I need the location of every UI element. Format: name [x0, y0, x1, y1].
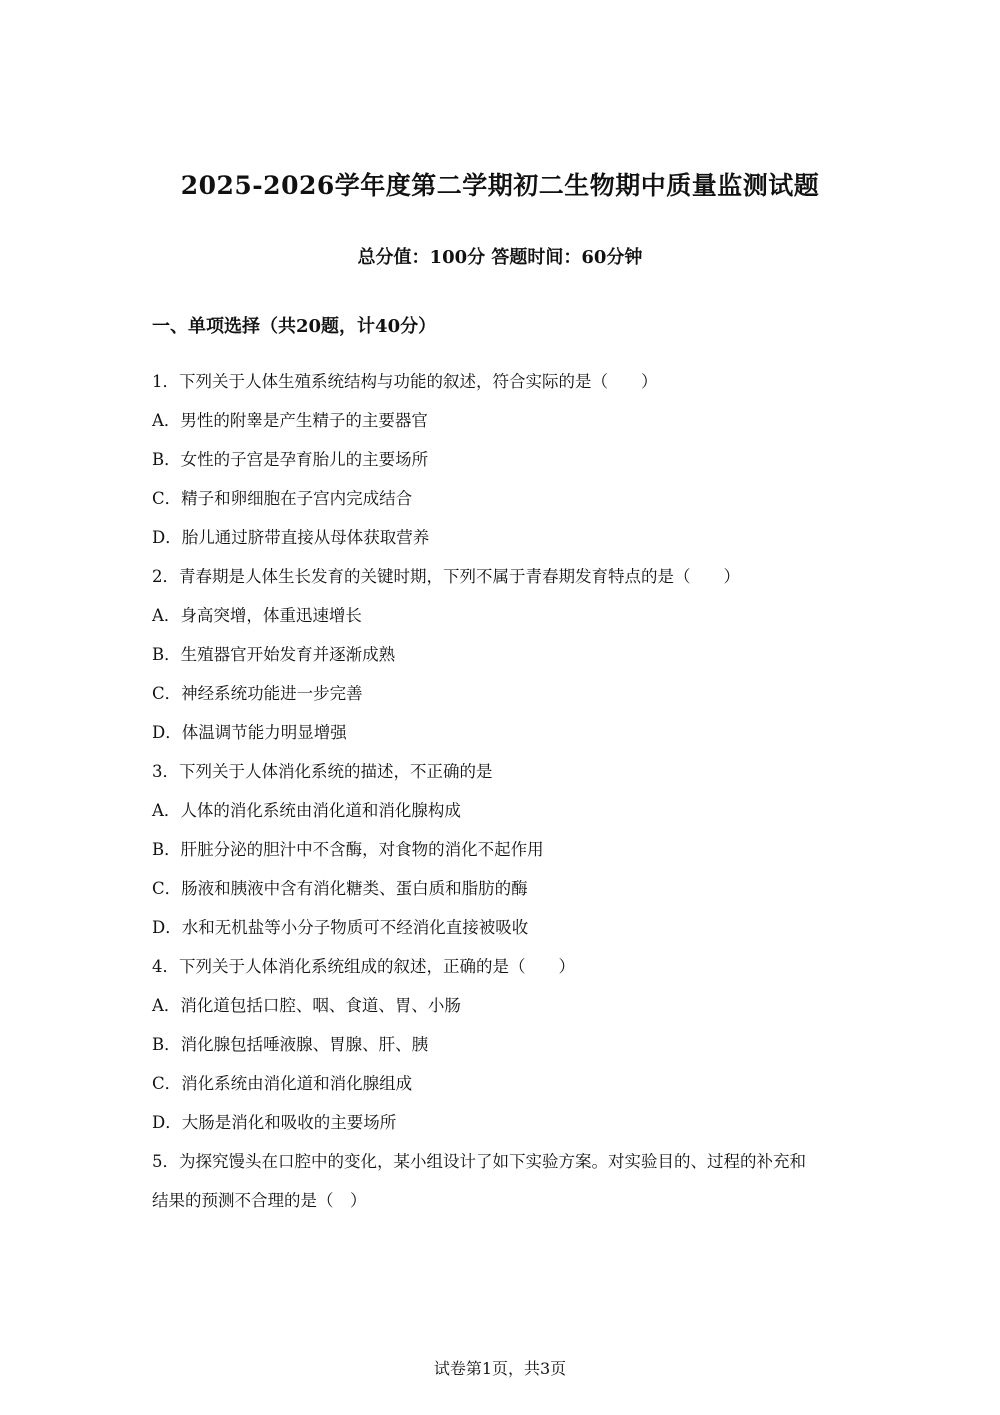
option-b: B．肝脏分泌的胆汁中不含酶，对食物的消化不起作用	[152, 840, 544, 859]
question-stem: 3．下列关于人体消化系统的描述，不正确的是	[152, 762, 493, 781]
option-a: A．人体的消化系统由消化道和消化腺构成	[152, 801, 461, 820]
option-c: C．消化系统由消化道和消化腺组成	[152, 1074, 413, 1093]
option-d: D．大肠是消化和吸收的主要场所	[152, 1113, 397, 1132]
option-b: B．消化腺包括唾液腺、胃腺、肝、胰	[152, 1035, 429, 1054]
exam-title: 2025-2026学年度第二学期初二生物期中质量监测试题	[180, 171, 820, 200]
option-b: B．女性的子宫是孕育胎儿的主要场所	[152, 450, 429, 469]
question-stem: 1．下列关于人体生殖系统结构与功能的叙述，符合实际的是（ ）	[152, 372, 658, 391]
question-1	[152, 362, 852, 557]
question-stem: 2．青春期是人体生长发育的关键时期，下列不属于青春期发育特点的是（ ）	[152, 567, 740, 586]
option-a: A．身高突增，体重迅速增长	[152, 606, 362, 625]
option-d: D．水和无机盐等小分子物质可不经消化直接被吸收	[152, 918, 529, 937]
option-c: C．神经系统功能进一步完善	[152, 684, 363, 703]
option-d: D．胎儿通过脐带直接从母体获取营养	[152, 528, 430, 547]
option-a: A．消化道包括口腔、咽、食道、胃、小肠	[152, 996, 461, 1015]
question-stem-line-2: 结果的预测不合理的是（ ）	[152, 1191, 367, 1210]
exam-subtitle: 总分值：100分 答题时间：60分钟	[357, 247, 643, 268]
option-c: C．精子和卵细胞在子宫内完成结合	[152, 489, 413, 508]
option-b: B．生殖器官开始发育并逐渐成熟	[152, 645, 396, 664]
question-5	[152, 1142, 852, 1220]
option-c: C．肠液和胰液中含有消化糖类、蛋白质和脂肪的酶	[152, 879, 528, 898]
option-d: D．体温调节能力明显增强	[152, 723, 347, 742]
question-stem-line-1: 5．为探究馒头在口腔中的变化，某小组设计了如下实验方案。对实验目的、过程的补充和	[152, 1152, 806, 1171]
page-footer: 试卷第1页，共3页	[433, 1359, 567, 1378]
question-stem: 4．下列关于人体消化系统组成的叙述，正确的是（ ）	[152, 957, 575, 976]
question-list	[152, 362, 852, 1220]
option-a: A．男性的附睾是产生精子的主要器官	[152, 411, 428, 430]
question-4	[152, 947, 852, 1142]
section-heading: 一、单项选择（共20题，计40分）	[152, 316, 437, 337]
question-2	[152, 557, 852, 752]
question-3	[152, 752, 852, 947]
